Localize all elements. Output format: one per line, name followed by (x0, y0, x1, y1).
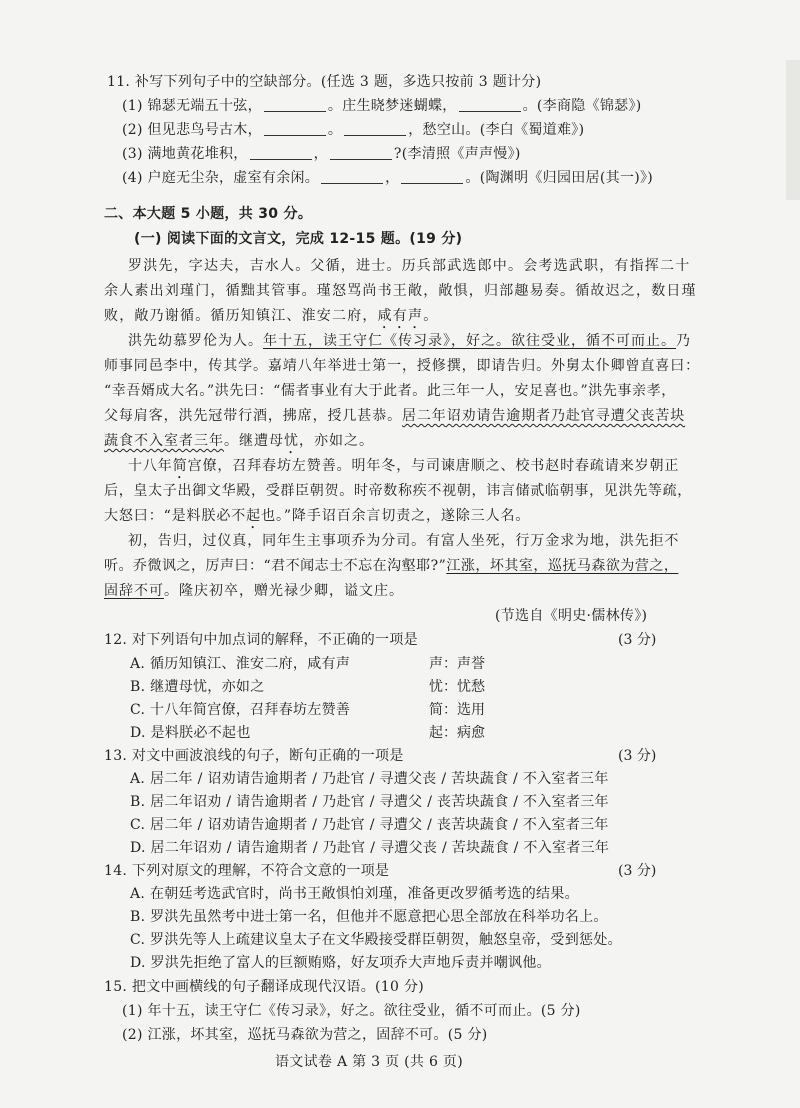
q12-option-a-expl: 声：声誉 (429, 656, 485, 672)
q12-option-c-expl: 简：选用 (429, 702, 485, 718)
passage-line: 罗洪先，字达夫，吉水人。父循，进士。历兵部武选郎中。会考选武职，有指挥二十 (128, 258, 691, 274)
q12-option-b-expl: 忧：忧愁 (429, 679, 485, 695)
blank-line[interactable] (250, 145, 312, 160)
passage-line: 初，告归，过仪真，同年生主事项乔为分司。有富人坐死，行万金求为地，洪先拒不 (128, 533, 680, 549)
q11-item-2: (2) 但见悲鸟号古木， 。 ，愁空山。(李白《蜀道难》) (122, 122, 585, 138)
dotted-word: 起 (246, 508, 262, 524)
passage-line: 十八年简宫僚，召拜春坊左赞善。明年冬，与司谏唐顺之、校书赵时春疏请来岁朝正 (128, 458, 680, 474)
q13-option-b[interactable]: B. 居二年诏劝 / 请告逾期者 / 乃赴官 / 寻遭父 / 丧苦块蔬食 / 不入室者三年 (130, 794, 609, 810)
q11-stem: 11. 补写下列句子中的空缺部分。(任选 3 题，多选只按前 3 题计分) (107, 74, 542, 90)
q15-item-2: (2) 江涨，坏其室，巡抚马森欲为营之，固辞不可。(5 分) (122, 1027, 488, 1043)
passage-line: 师事同邑李中，传其学。嘉靖八年举进士第一，授修撰，即请告归。外舅太仆卿曾直喜曰： (104, 358, 700, 374)
q13-stem: 13. 对文中画波浪线的句子，断句正确的一项是 (104, 748, 404, 764)
q12-option-c[interactable]: C. 十八年简宫僚，召拜春坊左赞善 (130, 702, 351, 718)
blank-line[interactable] (264, 97, 326, 112)
q13-option-a[interactable]: A. 居二年 / 诏劝请告逾期者 / 乃赴官 / 寻遭父丧 / 苦块蔬食 / 不入室者三年 (130, 771, 609, 787)
page-footer: 语文试卷 A 第 3 页 (共 6 页) (275, 1054, 463, 1070)
q14-points: (3 分) (618, 863, 657, 879)
passage-line: 听。乔微讽之，厉声曰：“君不闻志士不忘在沟壑耶?”江涨，坏其室，巡抚马森欲为营之， (104, 558, 679, 574)
q14-option-c[interactable]: C. 罗洪先等人上疏建议皇太子在文华殿接受群臣朝贺，触怒皇帝，受到惩处。 (130, 932, 622, 948)
q12-option-d[interactable]: D. 是料朕必不起也 (130, 725, 251, 741)
passage-line: 洪先幼慕罗伦为人。年十五，读王守仁《传习录》，好之。欲往受业，循不可而止。乃 (128, 333, 691, 349)
section-subheading: (一) 阅读下面的文言文，完成 12-15 题。(19 分) (134, 231, 463, 247)
blank-line[interactable] (330, 145, 392, 160)
q11-item-1: (1) 锦瑟无端五十弦， 。庄生晓梦迷蝴蝶， 。(李商隐《锦瑟》) (122, 98, 642, 114)
q13-option-c[interactable]: C. 居二年 / 诏劝请告逾期者 / 乃赴官 / 寻遭父 / 丧苦块蔬食 / 不入室者三年 (130, 817, 609, 833)
blank-line[interactable] (459, 97, 521, 112)
q12-option-a[interactable]: A. 循历知镇江、淮安二府，咸有声 (130, 656, 351, 672)
q12-stem: 12. 对下列语句中加点词的解释，不正确的一项是 (104, 632, 418, 648)
wavy-underline: 居二年诏劝请告逾期者乃赴官寻遭父丧苦块 (402, 408, 686, 424)
dotted-word: 忧 (284, 433, 299, 449)
q13-points: (3 分) (618, 748, 657, 764)
q15-item-1: (1) 年十五，读王守仁《传习录》，好之。欲往受业，循不可而止。(5 分) (122, 1003, 581, 1019)
passage-line: 蔬食不入室者三年。继遭母忧，亦如之。 (104, 433, 374, 449)
translation-underline: 江涨，坏其室，巡抚马森欲为营之， (446, 558, 679, 574)
q13-option-d[interactable]: D. 居二年诏劝 / 请告逾期者 / 乃赴官 / 寻遭父丧 / 苦块蔬食 / 不入室者三年 (130, 840, 610, 856)
blank-line[interactable] (401, 169, 463, 184)
q12-points: (3 分) (618, 632, 657, 648)
passage-line: 大怒曰：“是料朕必不起也。”降手诏百余言切责之，遂除三人名。 (104, 508, 531, 524)
passage-source: (节选自《明史·儒林传》) (495, 608, 648, 624)
passage-line: 父每肩客，洪先冠带行酒，拂席，授几甚恭。居二年诏劝请告逾期者乃赴官寻遭父丧苦块 (104, 408, 686, 424)
q11-item-4: (4) 户庭无尘杂，虚室有余闲。 ， 。(陶渊明《归园田居(其一)》) (122, 170, 654, 186)
dotted-word: 咸有声 (377, 308, 424, 324)
q12-option-d-expl: 起：病愈 (429, 725, 485, 741)
q14-option-b[interactable]: B. 罗洪先虽然考中进士第一名，但他并不愿意把心思全部放在科举功名上。 (130, 909, 608, 925)
blank-line[interactable] (264, 121, 326, 136)
q11-item-3: (3) 满地黄花堆积， ， ?(李清照《声声慢》) (122, 146, 521, 162)
passage-line: 余人素出刘瑾门，循黜其管事。瑾怒骂尚书王敞，敞惧，归部趣易奏。循故迟之，数日瑾 (104, 283, 697, 299)
q14-stem: 14. 下列对原文的理解，不符合文意的一项是 (104, 863, 390, 879)
q14-option-d[interactable]: D. 罗洪先拒绝了富人的巨额贿赂，好友项乔大声地斥责并嘲讽他。 (130, 955, 551, 971)
scan-bleed-mark (786, 60, 800, 200)
q14-option-a[interactable]: A. 在朝廷考选武官时，尚书王敞惧怕刘瑾，准备更改罗循考选的结果。 (130, 886, 579, 902)
dotted-word: 简 (172, 458, 188, 474)
passage-line: “幸吾婿成大名。”洪先曰：“儒者事业有大于此者。此三年一人，安足喜也。”洪先事亲孝， (104, 383, 676, 399)
passage-line: 后，皇太子出御文华殿，受群臣朝贺。时帝数称疾不视朝，讳言储贰临朝事，见洪先等疏， (104, 483, 692, 499)
passage-line: 败，敞乃谢循。循历知镇江、淮安二府，咸有声。 (104, 308, 439, 324)
translation-underline: 年十五，读王守仁《传习录》，好之。欲往受业，循不可而止。 (263, 333, 676, 349)
translation-underline: 固辞不可 (104, 583, 164, 599)
wavy-underline: 蔬食不入室者三年 (104, 433, 224, 449)
blank-line[interactable] (344, 121, 406, 136)
q12-option-b[interactable]: B. 继遭母忧，亦如之 (130, 679, 265, 695)
passage-line: 固辞不可。隆庆初卒，赠光禄少卿，谥文庄。 (104, 583, 404, 599)
q15-stem: 15. 把文中画横线的句子翻译成现代汉语。(10 分) (104, 979, 425, 995)
section-heading: 二、本大题 5 小题，共 30 分。 (104, 206, 313, 222)
blank-line[interactable] (321, 169, 383, 184)
